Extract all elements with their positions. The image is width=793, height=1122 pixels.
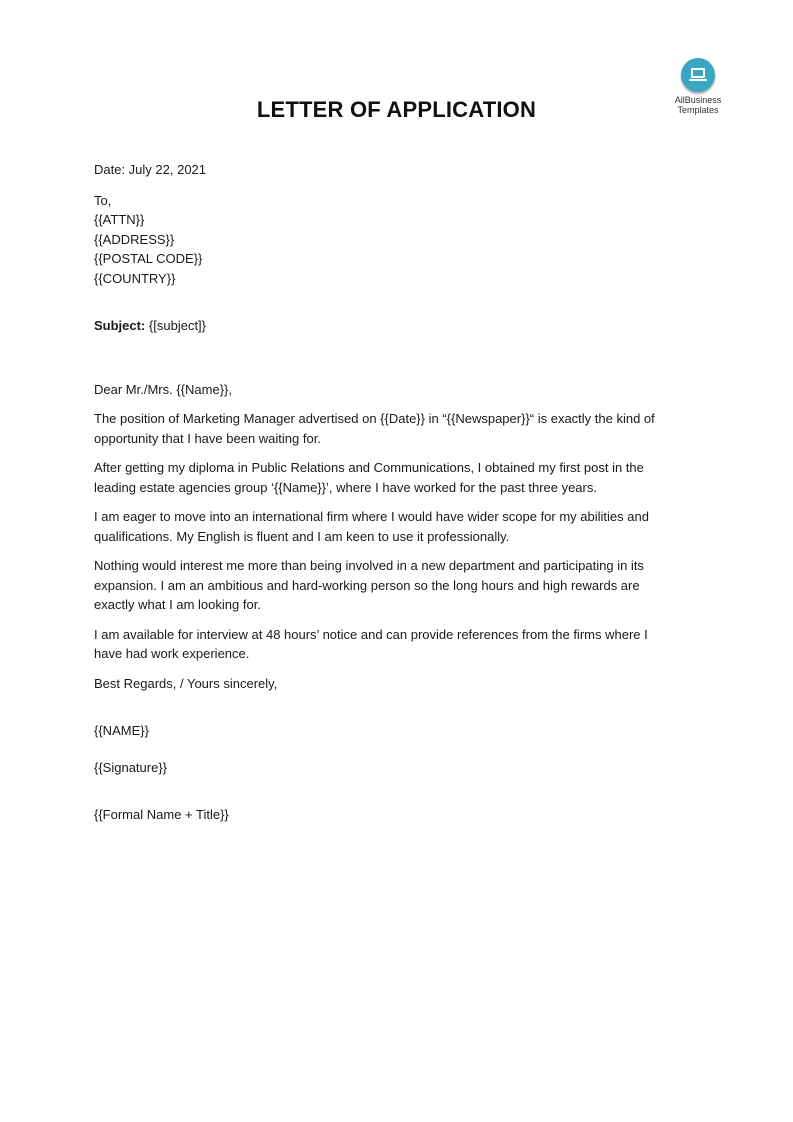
paragraph-line: have had work experience.: [94, 646, 250, 661]
closing: Best Regards, / Yours sincerely,: [94, 675, 278, 691]
logo-line-2: Templates: [677, 105, 719, 115]
paragraph: [94, 556, 694, 615]
formal-name-title: {{Formal Name + Title}}: [94, 807, 229, 822]
address-line: {{POSTAL CODE}}: [94, 251, 203, 266]
salutation: Dear Mr./Mrs. {{Name}},: [94, 381, 232, 397]
address-line: {{ADDRESS}}: [94, 231, 175, 247]
address-line: {{ATTN}}: [94, 212, 145, 227]
subject-value: {[subject]}: [145, 318, 207, 333]
address-line: {{COUNTRY}}: [94, 270, 176, 286]
paragraph-line: opportunity that I have been waiting for.: [94, 430, 321, 446]
sender-name: {{NAME}}: [94, 723, 149, 738]
paragraph-line: expansion. I am an ambitious and hard-working person so the long hours and high rewards are: [94, 577, 640, 593]
address-line: To,: [94, 192, 112, 208]
letter-date: Date: July 22, 2021: [94, 162, 207, 177]
paragraph: [94, 625, 694, 664]
subject-label: Subject:: [94, 318, 146, 333]
paragraph-line: exactly what I am looking for.: [94, 597, 261, 612]
logo-line-1: AllBusiness: [674, 95, 722, 105]
paragraph-line: qualifications. My English is fluent and I am keen to use it professionally.: [94, 528, 510, 544]
signature: {{Signature}}: [94, 759, 168, 775]
letter-title: LETTER OF APPLICATION: [256, 97, 537, 122]
paragraph: [94, 507, 694, 546]
paragraph: [94, 409, 694, 448]
paragraph: [94, 458, 694, 497]
paragraph-line: Nothing would interest me more than being involved in a new department and participating in its: [94, 558, 644, 573]
paragraph-line: After getting my diploma in Public Relations and Communications, I obtained my first post in the: [94, 460, 644, 475]
laptop-icon: [681, 58, 715, 92]
paragraph-line: I am eager to move into an international firm where I would have wider scope for my abilities and: [94, 509, 649, 524]
paragraph-line: The position of Marketing Manager advertised on {{Date}} in “{{Newspaper}}“ is exactly the kind of: [94, 411, 655, 426]
letter-body: [94, 160, 694, 825]
recipient-address: [94, 191, 694, 289]
paragraph-line: I am available for interview at 48 hours’ notice and can provide references from the firms where I: [94, 626, 648, 642]
subject-line: [94, 316, 694, 336]
paragraph-line: leading estate agencies group ‘{{Name}}’, where I have worked for the past three years.: [94, 479, 597, 495]
